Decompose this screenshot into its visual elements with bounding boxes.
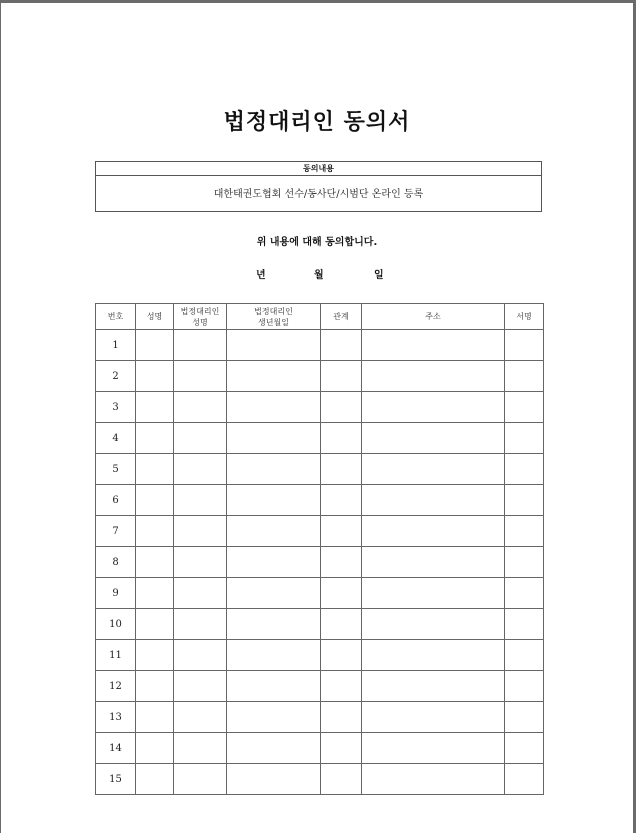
address-cell[interactable]	[362, 330, 505, 361]
header-address: 주소	[362, 304, 505, 330]
name-cell[interactable]	[136, 485, 174, 516]
relation-cell[interactable]	[321, 733, 362, 764]
signature-cell[interactable]	[505, 361, 544, 392]
row-number-cell: 7	[96, 516, 136, 547]
name-cell[interactable]	[136, 330, 174, 361]
row-number-cell: 14	[96, 733, 136, 764]
name-cell[interactable]	[136, 702, 174, 733]
guardian-birthdate-cell[interactable]	[227, 547, 321, 578]
address-cell[interactable]	[362, 392, 505, 423]
name-cell[interactable]	[136, 671, 174, 702]
table-row	[96, 578, 544, 609]
row-number-cell: 9	[96, 578, 136, 609]
row-number-cell: 8	[96, 547, 136, 578]
row-number-cell: 10	[96, 609, 136, 640]
table-row	[96, 640, 544, 671]
consent-body: 대한태권도협회 선수/동사단/시범단 온라인 등록	[213, 189, 424, 200]
header-guardian-name: 법정대리인 성명	[174, 304, 227, 330]
guardian-name-cell[interactable]	[174, 764, 227, 795]
relation-cell[interactable]	[321, 764, 362, 795]
guardian-birthdate-cell[interactable]	[227, 671, 321, 702]
relation-cell[interactable]	[321, 671, 362, 702]
name-cell[interactable]	[136, 764, 174, 795]
name-cell[interactable]	[136, 547, 174, 578]
guardian-name-cell[interactable]	[174, 330, 227, 361]
guardian-birthdate-cell[interactable]	[227, 578, 321, 609]
guardian-birthdate-cell[interactable]	[227, 702, 321, 733]
guardian-birthdate-cell[interactable]	[227, 392, 321, 423]
address-cell[interactable]	[362, 423, 505, 454]
row-number-cell: 4	[96, 423, 136, 454]
row-number-cell: 1	[96, 330, 136, 361]
signature-cell[interactable]	[505, 392, 544, 423]
name-cell[interactable]	[136, 640, 174, 671]
name-cell[interactable]	[136, 516, 174, 547]
guardian-name-cell[interactable]	[174, 733, 227, 764]
relation-cell[interactable]	[321, 454, 362, 485]
guardian-birthdate-cell[interactable]	[227, 609, 321, 640]
signature-cell[interactable]	[505, 578, 544, 609]
guardian-name-cell[interactable]	[174, 578, 227, 609]
table-row	[96, 764, 544, 795]
guardian-birthdate-cell[interactable]	[227, 764, 321, 795]
relation-cell[interactable]	[321, 485, 362, 516]
consent-box	[95, 161, 542, 212]
signature-cell[interactable]	[505, 609, 544, 640]
guardian-name-cell[interactable]	[174, 392, 227, 423]
guardian-name-cell[interactable]	[174, 609, 227, 640]
row-number-cell: 15	[96, 764, 136, 795]
agree-statement: 위 내용에 대해 동의합니다.	[256, 237, 378, 248]
table-row	[96, 671, 544, 702]
relation-cell[interactable]	[321, 361, 362, 392]
address-cell[interactable]	[362, 578, 505, 609]
header-guardian-birthdate: 법정대리인 생년월일	[227, 304, 321, 330]
table-row	[96, 454, 544, 485]
signature-cell[interactable]	[505, 485, 544, 516]
guardian-name-cell[interactable]	[174, 671, 227, 702]
table-header-row	[96, 304, 544, 330]
relation-cell[interactable]	[321, 547, 362, 578]
guardian-name-cell[interactable]	[174, 485, 227, 516]
table-row	[96, 733, 544, 764]
guardian-name-cell[interactable]	[174, 702, 227, 733]
signature-cell[interactable]	[505, 423, 544, 454]
guardian-birthdate-cell[interactable]	[227, 640, 321, 671]
row-number-cell: 11	[96, 640, 136, 671]
address-cell[interactable]	[362, 361, 505, 392]
guardian-name-cell[interactable]	[174, 547, 227, 578]
relation-cell[interactable]	[321, 640, 362, 671]
table-row	[96, 609, 544, 640]
row-number-cell: 13	[96, 702, 136, 733]
name-cell[interactable]	[136, 361, 174, 392]
table-row	[96, 485, 544, 516]
row-number-cell: 2	[96, 361, 136, 392]
relation-cell[interactable]	[321, 609, 362, 640]
address-cell[interactable]	[362, 547, 505, 578]
row-number-cell: 12	[96, 671, 136, 702]
address-cell[interactable]	[362, 516, 505, 547]
table-row	[96, 392, 544, 423]
relation-cell[interactable]	[321, 516, 362, 547]
table-row	[96, 423, 544, 454]
row-number-cell: 6	[96, 485, 136, 516]
name-cell[interactable]	[136, 609, 174, 640]
address-cell[interactable]	[362, 733, 505, 764]
name-cell[interactable]	[136, 423, 174, 454]
row-number-cell: 5	[96, 454, 136, 485]
guardian-birthdate-cell[interactable]	[227, 516, 321, 547]
signature-cell[interactable]	[505, 516, 544, 547]
name-cell[interactable]	[136, 733, 174, 764]
signature-cell[interactable]	[505, 640, 544, 671]
signature-cell[interactable]	[505, 764, 544, 795]
header-name: 성명	[136, 304, 174, 330]
guardian-birthdate-cell[interactable]	[227, 330, 321, 361]
name-cell[interactable]	[136, 392, 174, 423]
relation-cell[interactable]	[321, 423, 362, 454]
address-cell[interactable]	[362, 454, 505, 485]
table-row	[96, 547, 544, 578]
document-page	[1, 3, 633, 833]
guardian-name-cell[interactable]	[174, 640, 227, 671]
name-cell[interactable]	[136, 578, 174, 609]
guardian-birthdate-cell[interactable]	[227, 485, 321, 516]
guardian-table	[95, 303, 544, 795]
consent-header: 동의내용	[96, 162, 541, 176]
document-title: 법정대리인 동의서	[223, 110, 411, 135]
relation-cell[interactable]	[321, 330, 362, 361]
table-row	[96, 330, 544, 361]
signature-cell[interactable]	[505, 454, 544, 485]
date-day-label: 일	[374, 270, 384, 281]
date-month-label: 월	[314, 270, 324, 281]
address-cell[interactable]	[362, 702, 505, 733]
relation-cell[interactable]	[321, 578, 362, 609]
guardian-birthdate-cell[interactable]	[227, 733, 321, 764]
table-row	[96, 516, 544, 547]
guardian-birthdate-cell[interactable]	[227, 423, 321, 454]
name-cell[interactable]	[136, 454, 174, 485]
address-cell[interactable]	[362, 764, 505, 795]
relation-cell[interactable]	[321, 702, 362, 733]
address-cell[interactable]	[362, 671, 505, 702]
guardian-name-cell[interactable]	[174, 516, 227, 547]
signature-cell[interactable]	[505, 671, 544, 702]
guardian-name-cell[interactable]	[174, 361, 227, 392]
signature-cell[interactable]	[505, 330, 544, 361]
row-number-cell: 3	[96, 392, 136, 423]
relation-cell[interactable]	[321, 392, 362, 423]
address-cell[interactable]	[362, 609, 505, 640]
table-row	[96, 702, 544, 733]
guardian-name-cell[interactable]	[174, 454, 227, 485]
header-number: 번호	[96, 304, 136, 330]
guardian-name-cell[interactable]	[174, 423, 227, 454]
table-row	[96, 361, 544, 392]
signature-cell[interactable]	[505, 547, 544, 578]
header-relation: 관계	[321, 304, 362, 330]
guardian-birthdate-cell[interactable]	[227, 361, 321, 392]
address-cell[interactable]	[362, 485, 505, 516]
date-year-label: 년	[256, 270, 266, 281]
guardian-birthdate-cell[interactable]	[227, 454, 321, 485]
header-signature: 서명	[505, 304, 544, 330]
signature-cell[interactable]	[505, 702, 544, 733]
signature-cell[interactable]	[505, 733, 544, 764]
address-cell[interactable]	[362, 640, 505, 671]
